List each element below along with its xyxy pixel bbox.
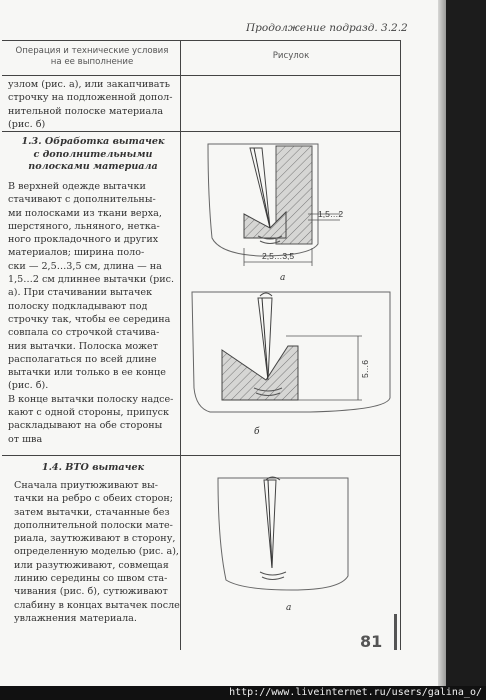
page-number-bar — [394, 614, 397, 650]
dimension-label-side: 1,5…2 — [318, 209, 344, 219]
page-edge — [438, 0, 446, 686]
text-line: а). При стачивании вытачек — [8, 287, 153, 299]
text-line: ния вытачки. Полоска может — [8, 340, 158, 352]
figure-1-4-a — [212, 472, 362, 618]
text-line: В конце вытачки полоску надсе- — [8, 393, 174, 405]
text-line: строчку на подложенной допол- — [8, 92, 173, 104]
figure-1-3-b — [190, 288, 402, 438]
text-line: материалов; ширина поло- — [8, 247, 145, 259]
text-line: полоску подкладывают под — [8, 300, 148, 312]
text-line: (рис. б) — [8, 118, 46, 130]
table-row2-rule — [2, 455, 400, 456]
text-line: раскладывают на обе стороны — [8, 420, 163, 432]
running-head: Продолжение подразд. 3.2.2 — [246, 22, 408, 34]
text-line: затем вытачки, стачанные без — [14, 506, 170, 518]
dimension-label-width: 2,5…3,5 — [262, 251, 295, 261]
text-line: или разутюживают, совмещая — [14, 559, 169, 571]
text-line: стачивают с дополнительны- — [8, 194, 156, 206]
text-line: слабину в концах вытачек после — [14, 599, 180, 611]
text-line: ного прокладочного и других — [8, 234, 159, 246]
text-line: нительной полоске материала — [8, 105, 164, 117]
figure-caption: а — [280, 273, 286, 283]
text-line: увлажнения материала. — [14, 612, 137, 624]
text-line: тачки на ребро с обеих сторон; — [14, 493, 174, 505]
continuation-text — [8, 78, 172, 131]
heading-line: 1.3. Обработка вытачек — [21, 136, 165, 147]
text-line: располагаться по всей длине — [8, 353, 157, 365]
column-header-figure: Рисулок — [272, 51, 310, 61]
text-line: ми полосками из ткани верха, — [8, 207, 162, 219]
text-line: риала, заутюживают в сторону, — [14, 533, 176, 545]
text-line: В верхней одежде вытачки — [8, 181, 146, 192]
press-arc — [262, 577, 284, 580]
text-line: строчку так, чтобы ее середина — [8, 313, 171, 325]
watermark-url: http://www.liveinternet.ru/users/galina_o/ — [229, 687, 482, 698]
heading-line: с дополнительными — [33, 148, 153, 160]
text-line: линию середины со швом ста- — [14, 573, 168, 585]
dimension-label-side: 5…6 — [360, 360, 370, 378]
figure-caption: б — [254, 427, 260, 437]
dart-shape — [250, 148, 270, 228]
scan-background — [446, 0, 486, 700]
figure-1-3-a — [200, 138, 400, 288]
text-line: определенную моделью (рис. а), — [14, 546, 179, 558]
text-line: от шва — [8, 433, 43, 445]
table-column-divider — [180, 40, 181, 650]
thread-knot — [260, 293, 272, 296]
text-line: вытачки или только в ее конце — [8, 367, 166, 379]
text-line: ски — 2,5…3,5 см, длина — на — [8, 260, 162, 272]
column-header-operation-line: Операция и технические условия — [15, 46, 169, 56]
column-header-operation-line: на ее выполнение — [50, 57, 134, 67]
text-line: Сначала приутюживают вы- — [14, 480, 158, 491]
text-line: совпала со строчкой стачива- — [8, 327, 160, 339]
press-arc — [260, 572, 286, 575]
text-line: шерстяного, льняного, нетка- — [8, 220, 160, 232]
table-top-rule — [2, 40, 400, 41]
section-1-4-body — [14, 479, 180, 625]
text-line: дополнительной полоски мате- — [14, 519, 173, 531]
section-1-3-body — [8, 180, 174, 446]
heading-line: полосками материала — [28, 161, 158, 172]
figure-caption: а — [286, 603, 292, 613]
column-header-operation — [6, 46, 178, 68]
text-line: узлом (рис. а), или закапчивать — [8, 79, 170, 90]
text-line: чивания (рис. б), сутюживают — [14, 586, 168, 598]
text-line: 1,5…2 см длиннее вытачки (рис. — [8, 274, 175, 286]
text-line: кают с одной стороны, припуск — [8, 407, 169, 419]
reinforcement-strip — [222, 346, 298, 400]
table-header-rule — [2, 75, 400, 76]
section-1-3-heading — [8, 136, 178, 174]
page-number: 81 — [360, 632, 383, 651]
section-1-4-heading: 1.4. ВТО вытачек — [41, 462, 145, 473]
text-line: (рис. б). — [8, 380, 49, 392]
